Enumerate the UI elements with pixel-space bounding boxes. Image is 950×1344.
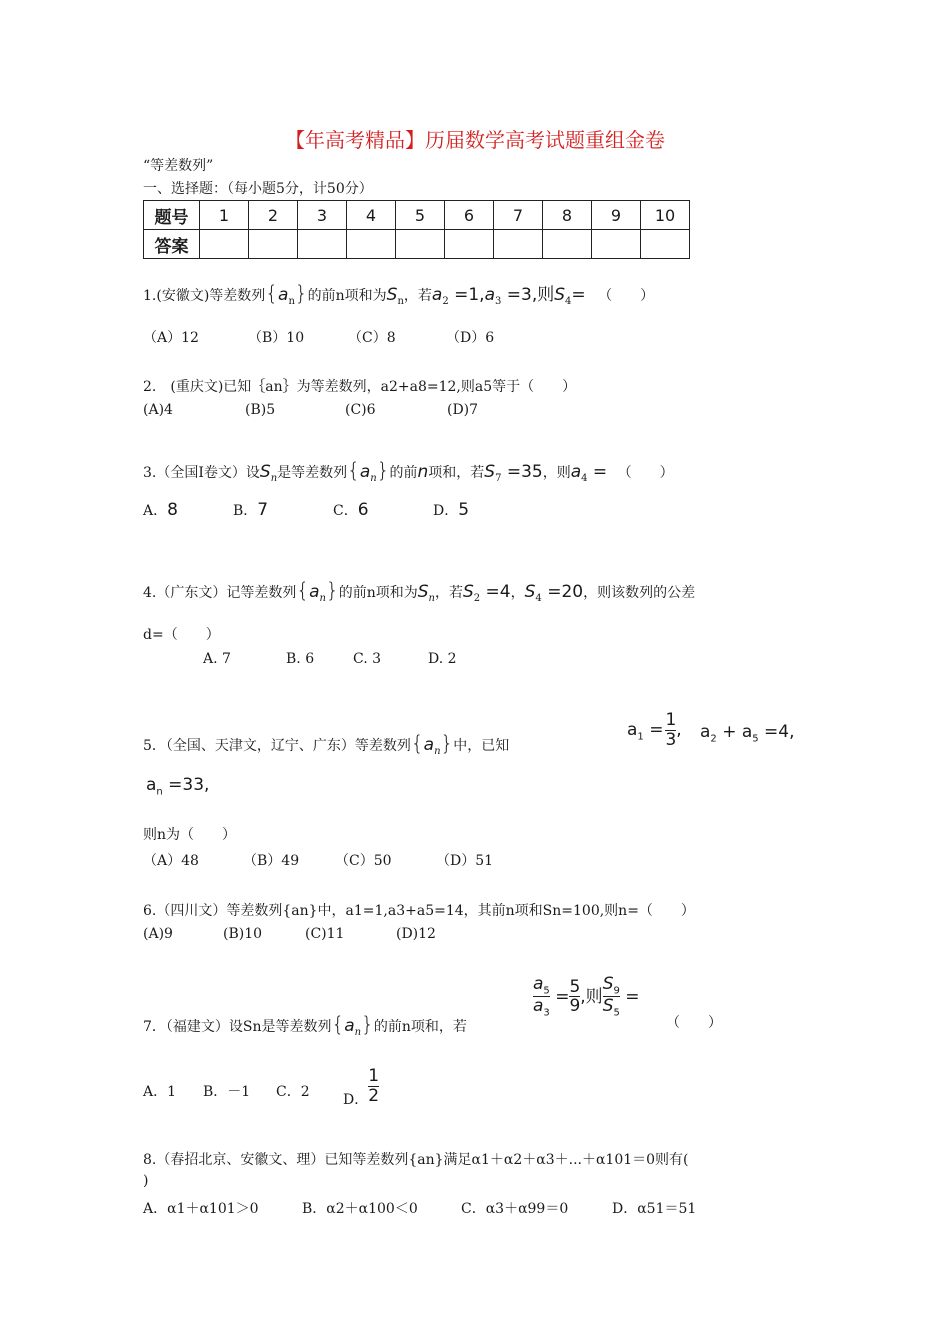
answer-header: 答案	[144, 230, 200, 259]
question-5: 5．（全国、天津文，辽宁、广东）等差数列$\{a_n\}$中，已知	[143, 731, 510, 757]
table-cell: 4	[347, 201, 396, 230]
question-4-line-2: d=（ ）	[143, 627, 220, 643]
q7-option-a[interactable]: A．1	[143, 1084, 177, 1100]
table-row	[144, 230, 690, 259]
q5-option-c[interactable]: （C）50	[335, 853, 392, 869]
answer-table	[143, 200, 690, 259]
table-cell: 10	[641, 201, 690, 230]
q1-option-c[interactable]: （C）8	[348, 330, 396, 346]
answer-cell[interactable]	[249, 230, 298, 259]
table-cell: 3	[298, 201, 347, 230]
q7-option-c[interactable]: C．2	[276, 1084, 310, 1100]
q6-option-d[interactable]: (D)12	[396, 926, 436, 942]
q6-option-c[interactable]: (C)11	[305, 926, 345, 942]
q8-option-d[interactable]: D．α51＝51	[612, 1201, 697, 1217]
q7-option-b[interactable]: B．－1	[203, 1084, 251, 1100]
q1-option-d[interactable]: （D）6	[446, 330, 495, 346]
q1-option-a[interactable]: （A）12	[143, 330, 199, 346]
question-4: 4.（广东文）记等差数列$\{a_n\}$的前n项和为$S_n$，若$S_2 =4$，$S_4 =20$，则该数列的公差	[143, 578, 696, 604]
page-title: 【年高考精品】历届数学高考试题重组金卷	[285, 128, 665, 152]
table-cell: 2	[249, 201, 298, 230]
answer-cell[interactable]	[543, 230, 592, 259]
table-cell: 1	[200, 201, 249, 230]
answer-cell[interactable]	[592, 230, 641, 259]
q5-condition-a1: $a_1$ = $\frac{1}{3}$ ,	[627, 710, 682, 750]
table-cell: 6	[445, 201, 494, 230]
table-cell: 9	[592, 201, 641, 230]
table-cell: 7	[494, 201, 543, 230]
question-8-line-2: )	[143, 1173, 149, 1189]
question-number-header: 题号	[144, 201, 200, 230]
q5-condition-an: $a_n =33$,	[146, 775, 210, 798]
answer-cell[interactable]	[298, 230, 347, 259]
question-8: 8.（春招北京、安徽文、理）已知等差数列{an}满足α1＋α2＋α3＋...＋α101＝0则有(	[143, 1152, 689, 1168]
question-7: 7．（福建文）设Sn是等差数列$\{a_n\}$的前n项和，若	[143, 1012, 467, 1038]
table-cell: 8	[543, 201, 592, 230]
q6-option-a[interactable]: (A)9	[143, 926, 173, 942]
q8-option-b[interactable]: B．α2＋α100＜0	[302, 1201, 418, 1217]
q8-option-c[interactable]: C．α3＋α99＝0	[461, 1201, 569, 1217]
question-2: 2. (重庆文)已知｛an｝为等差数列，a2+a8=12,则a5等于（ ）	[143, 379, 577, 395]
q7-option-d[interactable]: D． $\frac{1}{2}$	[343, 1066, 380, 1109]
question-5-line-3: 则n为（ ）	[143, 827, 237, 843]
question-6: 6.（四川文）等差数列{an}中，a1=1,a3+a5=14，其前n项和Sn=100,则n=（ ）	[143, 903, 695, 919]
answer-cell[interactable]	[445, 230, 494, 259]
question-3: 3.（全国Ⅰ卷文）设$S_n$是等差数列$\{a_n\}$的前n项和，若$S_7 =35$，则$a_4$ = （ ）	[143, 458, 674, 484]
q5-option-d[interactable]: （D）51	[436, 853, 494, 869]
answer-cell[interactable]	[641, 230, 690, 259]
q4-option-d[interactable]: D. 2	[428, 651, 457, 667]
answer-cell[interactable]	[200, 230, 249, 259]
question-1: 1.(安徽文)等差数列$\{a_n\}$的前n项和为$S_n$，若$a_2 =1,a_3 =3$,则$S_4=$ （ ）	[143, 281, 655, 307]
q5-option-b[interactable]: （B）49	[243, 853, 300, 869]
q4-option-c[interactable]: C. 3	[353, 651, 382, 667]
q3-option-d[interactable]: D．5	[433, 500, 470, 520]
q3-option-b[interactable]: B．7	[233, 500, 269, 520]
q8-option-a[interactable]: A．α1＋α101＞0	[143, 1201, 259, 1217]
table-cell: 5	[396, 201, 445, 230]
q2-option-c[interactable]: (C)6	[345, 402, 376, 418]
q1-option-b[interactable]: （B）10	[248, 330, 305, 346]
section-heading: 一、选择题：（每小题5分，计50分）	[143, 181, 373, 197]
q2-option-a[interactable]: (A)4	[143, 402, 173, 418]
q3-option-c[interactable]: C．6	[333, 500, 369, 520]
q4-option-b[interactable]: B. 6	[286, 651, 315, 667]
topic-label: “等差数列”	[143, 158, 214, 174]
table-row	[144, 201, 690, 230]
answer-cell[interactable]	[494, 230, 543, 259]
q2-option-b[interactable]: (B)5	[245, 402, 276, 418]
q7-paren: （ ）	[666, 1015, 722, 1031]
q5-option-a[interactable]: （A）48	[143, 853, 199, 869]
answer-cell[interactable]	[396, 230, 445, 259]
q7-ratio-condition: $\frac{a_5}{a_3}$ = $\frac{5}{9}$ ,则 $\frac{S_9}{S_5}$ =	[533, 974, 640, 1019]
answer-cell[interactable]	[347, 230, 396, 259]
q3-option-a[interactable]: A．8	[143, 500, 178, 520]
q5-condition-sum: $a_2 + a_5 =4$,	[700, 722, 795, 745]
q6-option-b[interactable]: (B)10	[223, 926, 263, 942]
q4-option-a[interactable]: A. 7	[203, 651, 231, 667]
q2-option-d[interactable]: (D)7	[447, 402, 479, 418]
